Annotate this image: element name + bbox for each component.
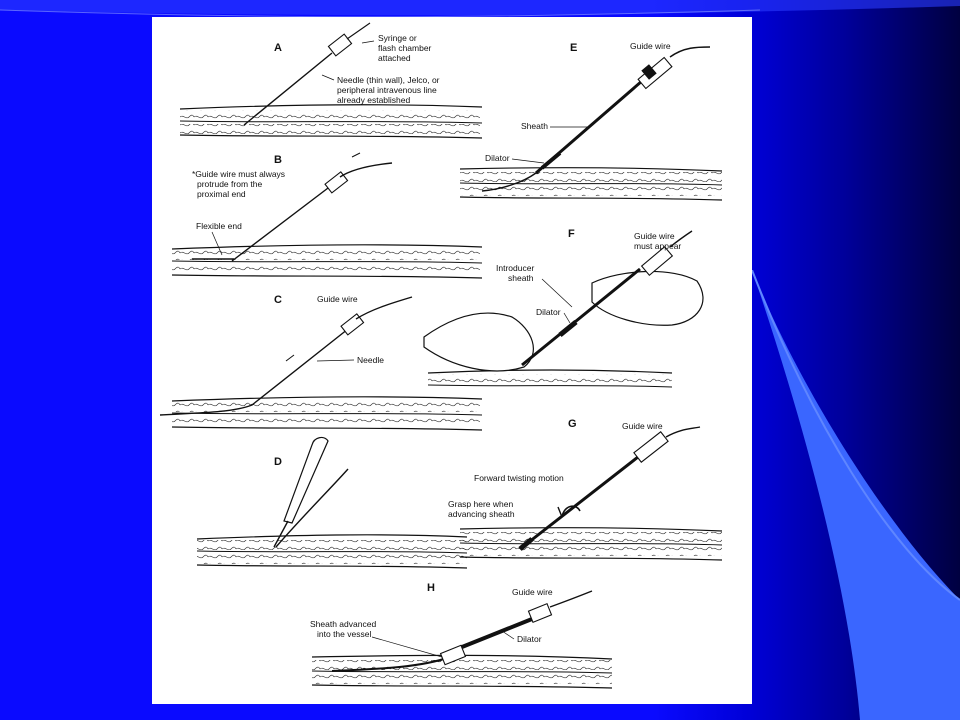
panel-a-syringe-callout: Syringe or flash chamber attached	[378, 33, 432, 63]
panel-g-sheath-dilator	[520, 427, 700, 549]
panel-b-note: *Guide wire must always protrude from the proximal end	[192, 169, 286, 199]
panel-a-letter: A	[274, 42, 282, 54]
panel-h-letter: H	[427, 582, 435, 594]
panel-a	[180, 23, 482, 138]
panel-a-needle-syringe	[244, 23, 370, 125]
panel-h	[310, 582, 612, 688]
panel-g-skin	[460, 528, 722, 560]
panel-e-letter: E	[570, 42, 578, 54]
panel-e-skin	[460, 168, 722, 200]
panel-c	[160, 294, 482, 430]
seldinger-technique-figure	[152, 17, 752, 704]
panel-f-dilator-label: Dilator	[536, 307, 561, 317]
panel-a-skin	[180, 105, 482, 138]
panel-g-guidewire-label: Guide wire	[622, 421, 663, 431]
panel-c-guidewire-label: Guide wire	[317, 294, 358, 304]
panel-f-introducer-label: Introducer sheath	[496, 263, 535, 283]
panel-e-sheath-label: Sheath	[521, 121, 548, 131]
panel-g-twisting-label: Forward twisting motion	[474, 473, 564, 483]
panel-d	[197, 438, 467, 568]
panel-d-letter: D	[274, 456, 282, 468]
panel-d-skin	[197, 535, 467, 568]
panel-h-skin	[312, 655, 612, 688]
panel-b-flexible-end-label: Flexible end	[196, 221, 242, 231]
panel-d-scalpel	[274, 438, 348, 547]
panel-f-letter: F	[568, 228, 575, 240]
panel-f-skin	[428, 370, 672, 387]
panel-g	[448, 418, 722, 560]
panel-g-letter: G	[568, 418, 577, 430]
panel-e-guidewire-label: Guide wire	[630, 41, 671, 51]
panel-c-letter: C	[274, 294, 282, 306]
panel-h-dilator-label: Dilator	[517, 634, 542, 644]
panel-b-letter: B	[274, 154, 282, 166]
panel-a-needle-callout: Needle (thin wall), Jelco, or peripheral intravenous line already established	[337, 75, 440, 105]
panel-c-needle-label: Needle	[357, 355, 384, 365]
panel-f-hands	[424, 271, 703, 370]
panel-b-skin	[172, 245, 482, 278]
panel-e-dilator-label: Dilator	[485, 153, 510, 163]
slide-right-swoosh	[740, 270, 960, 720]
figure-drawing	[152, 17, 752, 704]
panel-h-sheath-advanced-label: Sheath advanced into the vessel	[310, 619, 377, 639]
panel-f-guidewire-label: Guide wire must appear	[634, 231, 682, 251]
panel-c-skin	[172, 397, 482, 430]
panel-g-grasp-label: Grasp here when advancing sheath	[448, 499, 515, 519]
panel-e	[460, 41, 722, 200]
panel-h-guidewire-label: Guide wire	[512, 587, 553, 597]
panel-b	[172, 153, 482, 278]
